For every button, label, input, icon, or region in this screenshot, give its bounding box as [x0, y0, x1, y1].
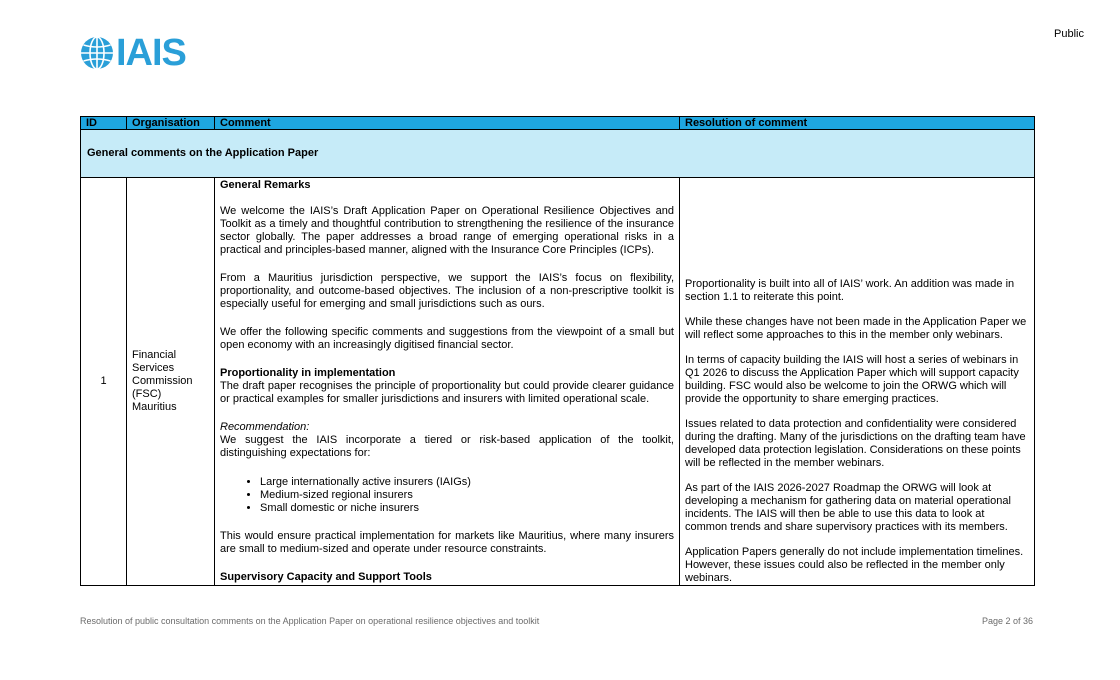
comment-paragraph: We suggest the IAIS incorporate a tiered or risk-based application of the toolkit, distinguishing expectations for: — [220, 434, 674, 459]
row-organisation — [127, 178, 215, 586]
org-line: Mauritius — [132, 401, 177, 413]
row-resolution — [680, 178, 1035, 586]
comment-heading: General Remarks — [220, 179, 311, 191]
resolution-paragraph: While these changes have not been made in the Application Paper we will reflect some approaches to this in the member only webinars. — [685, 316, 1027, 341]
row-id: 1 — [81, 178, 127, 586]
logo-wordmark: IAIS — [116, 32, 186, 74]
tier-list — [220, 476, 674, 515]
org-line: Financial — [132, 349, 177, 361]
footer-page-number: Page 2 of 36 — [981, 616, 1033, 626]
resolution-paragraph: Issues related to data protection and confidentiality were considered during the drafting. Many of the jurisdictions on the drafting team have developed data protection legislation. Considerations on these points will be reflected in the member webinars. — [685, 418, 1026, 469]
resolution-paragraph: As part of the IAIS 2026-2027 Roadmap the ORWG will look at developing a mechanism for gathering data on material operational incidents. The IAIS will then be able to use this data to look at common trends and share supervisory practices with its members. — [685, 482, 1011, 533]
comments-table — [80, 116, 1035, 586]
column-header-resolution: Resolution of comment — [680, 117, 1035, 130]
list-item: • Small domestic or niche insurers — [260, 502, 674, 515]
table-header-row — [81, 117, 1035, 130]
comment-paragraph: We offer the following specific comments and suggestions from the viewpoint of a small but open economy with an increasingly digitised financial sector. — [220, 326, 674, 351]
column-header-comment: Comment — [215, 117, 680, 130]
footer-document-title: Resolution of public consultation comments on the Application Paper on operational resilience objectives and toolkit — [80, 616, 540, 626]
list-item: • Large internationally active insurers (IAIGs) — [260, 476, 674, 489]
org-line: Commission — [132, 375, 193, 387]
column-header-id: ID — [81, 117, 127, 130]
resolution-paragraph: Application Papers generally do not include implementation timelines. However, these issues could also be reflected in the member only webinars. — [685, 546, 1024, 584]
comment-paragraph: This would ensure practical implementation for markets like Mauritius, where many insurers are small to medium-sized and operate under resource constraints. — [220, 530, 674, 555]
globe-icon — [80, 36, 114, 70]
resolution-paragraph: Proportionality is built into all of IAIS’ work. An addition was made in section 1.1 to reiterate this point. — [685, 278, 1015, 303]
table-row — [81, 178, 1035, 586]
iais-logo — [80, 32, 186, 74]
row-comment — [215, 178, 680, 586]
comment-paragraph: We welcome the IAIS’s Draft Application Paper on Operational Resilience Objectives and Toolkit as a timely and thoughtful contribution to strengthening the resilience of the insurance sector globally. The paper addresses a broad range of emerging operational risks in a practical and principles-based manner, aligned with the Insurance Core Principles (ICPs). — [220, 205, 674, 256]
section-title: General comments on the Application Paper — [81, 130, 1035, 178]
comment-paragraph: From a Mauritius jurisdiction perspective, we support the IAIS’s focus on flexibility, proportionality, and outcome-based objectives. The inclusion of a non-prescriptive toolkit is especially useful for emerging and small jurisdictions such as ours. — [220, 272, 674, 310]
comment-subheading: Proportionality in implementation — [220, 367, 396, 379]
org-line: Services — [132, 362, 175, 374]
resolution-paragraph: In terms of capacity building the IAIS will host a series of webinars in Q1 2026 to discuss the Application Paper which will support capacity building. FSC would also be welcome to join the ORWG which will provide the opportunity to share emerging practices. — [685, 354, 1019, 405]
org-line: (FSC) — [132, 388, 162, 400]
classification-label: Public — [1054, 28, 1084, 40]
comment-paragraph: The draft paper recognises the principle of proportionality but could provide clearer guidance or practical examples for smaller jurisdictions and insurers with limited operational scale. — [220, 380, 674, 405]
comment-subheading: Supervisory Capacity and Support Tools — [220, 571, 432, 583]
column-header-organisation: Organisation — [127, 117, 215, 130]
list-item: • Medium-sized regional insurers — [260, 489, 674, 502]
section-row — [81, 130, 1035, 178]
recommendation-label: Recommendation: — [220, 421, 310, 433]
